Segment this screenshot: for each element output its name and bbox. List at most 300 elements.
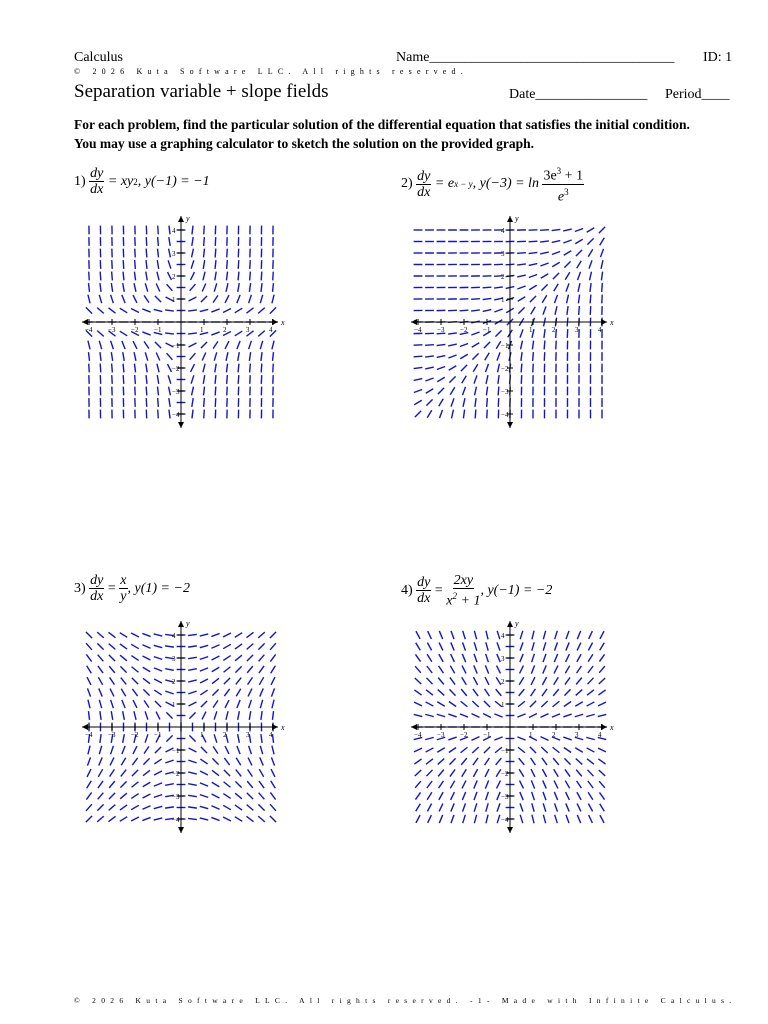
slope-segment [236,770,242,777]
y-tick-label: 2 [501,678,505,686]
slope-segment [188,760,196,763]
name-field[interactable]: Name___________________________________ [396,50,675,65]
slope-segment [227,375,228,384]
slope-segment [131,794,138,799]
slope-segment [439,631,442,639]
slope-segment [213,341,218,348]
slope-segment [246,632,253,637]
slope-segment [156,712,160,720]
slope-segment [519,758,525,765]
slope-segment [203,260,204,269]
slope-segment [188,691,196,694]
slope-segment [132,689,137,696]
slope-segment [200,806,208,808]
lhs-fraction: $\frac{dy}{dx}$ [417,575,431,607]
slope-segment [235,308,242,313]
slope-segment [188,795,197,796]
slope-segment [89,283,90,292]
slope-segment [497,642,500,650]
slope-segment [156,283,160,291]
y-tick-label: 2 [172,273,176,281]
slope-segment [120,793,127,799]
slope-segment [437,377,445,382]
slope-segment [154,771,162,775]
slope-segment [271,677,275,685]
slope-segment [99,341,101,349]
slope-segment [224,689,229,696]
x-tick-label: −1 [483,731,491,739]
slope-segment [169,226,170,235]
slope-segment [192,226,193,235]
slope-segment [112,272,113,281]
slope-segment [532,654,535,662]
slope-segment [87,666,92,673]
slope-segment [555,306,557,315]
slope-segment [235,805,242,810]
slope-segment [200,795,208,798]
x-tick-label: −1 [154,731,162,739]
slope-segment [227,260,228,269]
slope-segment [530,701,536,707]
slope-segment [110,677,115,684]
slope-segment [587,770,593,776]
slope-segment [270,804,276,811]
slope-segment [518,747,525,753]
slope-segment [460,343,468,346]
y-tick-label: −1 [172,747,180,755]
slope-segment [212,782,220,787]
y-axis-label: y [186,214,190,223]
slope-segment [438,388,444,394]
slope-segment [247,793,253,799]
slope-segment [188,310,197,311]
slope-segment [188,680,197,682]
slope-field-graph-3[interactable] [80,617,290,837]
slope-segment [438,678,444,685]
slope-segment [135,375,136,384]
slope-segment [543,654,546,662]
y-tick-label: −2 [501,770,509,778]
slope-segment [414,379,423,381]
page-footer: © 2026 Kuta Software LLC. All rights reserved. -1- Made with Infinite Calculus. [74,996,737,1005]
slope-segment [212,667,220,672]
slope-segment [110,769,115,776]
slope-segment [188,818,197,819]
y-tick-label: −3 [172,388,180,396]
slope-segment [566,803,569,811]
slope-segment [260,700,262,708]
slope-segment [588,781,593,788]
slope-segment [552,262,560,267]
slope-segment [542,769,546,777]
slope-segment [158,226,159,235]
slope-segment [598,702,606,706]
slope-segment [204,398,205,407]
slope-segment [474,803,477,811]
slope-segment [540,241,549,242]
slope-segment [111,352,112,361]
slope-segment [563,714,571,717]
slope-segment [566,283,569,291]
x-tick-label: 3 [575,326,579,334]
slope-segment [237,341,240,349]
slope-segment [414,748,422,752]
slope-segment [565,677,570,684]
slope-segment [214,283,217,291]
slope-segment [567,295,569,304]
slope-segment [202,283,206,291]
slope-segment [425,714,434,716]
slope-segment [540,263,548,266]
slope-segment [158,249,159,258]
slope-segment [426,770,432,776]
slope-segment [541,714,549,718]
slope-segment [472,747,478,753]
slope-segment [200,309,209,311]
slope-segment [449,366,457,371]
slope-segment [201,701,207,707]
slope-segment [566,654,570,662]
slope-segment [517,253,526,254]
slope-segment [168,272,172,280]
slope-segment [532,642,534,650]
slope-segment [521,364,522,373]
slope-segment [158,387,159,396]
slope-segment [462,387,465,395]
slope-segment [121,689,126,697]
slope-segment [426,389,434,394]
slope-segment [258,331,265,337]
slope-segment [531,758,536,765]
slope-segment [224,782,231,788]
slope-segment [448,344,457,346]
slope-segment [86,792,91,799]
slope-segment [471,332,479,335]
slope-segment [99,700,101,708]
slope-segment [531,769,535,777]
slope-segment [541,274,549,279]
slope-segment [451,642,454,650]
slope-segment [599,227,605,233]
slope-segment [109,805,116,811]
slope-segment [599,792,604,799]
slope-segment [146,375,147,384]
slope-segment [88,746,90,755]
slope-segment [565,666,569,674]
slope-segment [484,747,490,753]
slope-segment [111,700,114,708]
y-tick-label: 2 [501,273,505,281]
slope-segment [426,759,433,764]
slope-segment [425,737,434,739]
slope-segment [143,656,151,660]
slope-segment [577,666,582,673]
slope-segment [145,352,148,360]
slope-segment [223,309,231,313]
slope-segment [134,272,135,281]
slope-segment [566,642,569,650]
lhs-fraction: $\frac{dy}{dx}$ [90,573,104,604]
slope-segment [211,817,219,820]
slope-segment [599,781,605,788]
date-field[interactable]: Date________________ [509,87,648,102]
slope-segment [272,700,274,709]
x-tick-label: −3 [108,731,116,739]
slope-segment [88,295,90,304]
slope-segment [201,342,207,348]
rhs-expression: = e [434,176,455,192]
slope-segment [543,642,546,650]
slope-segment [486,654,489,662]
slope-segment [247,655,253,661]
slope-segment [529,714,537,718]
slope-segment [414,759,421,764]
slope-segment [131,309,139,313]
slope-segment [98,793,104,800]
y-tick-label: 3 [501,655,505,663]
slope-segment [134,364,135,373]
problem-2: 2) $\frac{dy}{dx}$ = e x − y , y(−3) = ln $\frac{3e^3 + 1}{e^3}$ [401,166,584,205]
slope-segment [448,714,456,717]
slope-segment [189,343,197,347]
slope-segment [520,781,524,789]
slope-segment [131,805,139,809]
slope-segment [554,666,558,674]
slope-segment [437,702,445,707]
slope-segment [475,387,477,396]
slope-segment [235,644,242,649]
slope-segment [99,746,101,754]
slope-segment [248,677,253,684]
slope-segment [475,410,476,419]
y-tick-label: 1 [172,701,176,709]
id-label: ID: 1 [703,50,733,65]
slope-segment [238,272,239,281]
slope-segment [258,804,264,810]
period-field[interactable]: Period____ [665,87,730,102]
slope-segment [463,398,465,407]
slope-segment [226,272,227,281]
slope-segment [144,295,149,302]
slope-segment [123,352,125,361]
slope-segment [552,229,561,230]
slope-segment [111,711,112,720]
copyright-line: © 2026 Kuta Software LLC. All rights reserved. [74,67,468,76]
slope-segment [487,398,488,407]
slope-segment [462,781,466,789]
problem-number: 4) [401,582,413,598]
slope-segment [520,654,523,662]
slope-segment [134,352,136,361]
slope-segment [109,644,116,650]
slope-segment [142,309,150,312]
slope-segment [238,283,240,292]
slope-segment [554,781,558,789]
slope-segment [599,770,605,776]
slope-segment [247,805,254,811]
slope-segment [259,677,263,685]
slope-segment [416,815,420,823]
slope-segment [145,734,148,742]
slope-segment [565,769,570,776]
slope-segment [575,714,583,717]
slope-segment [134,711,136,720]
slope-segment [200,645,208,647]
slope-segment [575,702,583,707]
slope-segment [188,807,197,808]
slope-segment [486,375,488,384]
slope-segment [463,410,464,419]
slope-segment [494,287,503,288]
slope-segment [249,711,250,720]
slope-segment [543,631,545,640]
slope-segment [601,272,602,281]
slope-segment [223,644,231,648]
slope-segment [226,283,228,292]
slope-segment [200,759,207,764]
y-tick-label: −1 [172,342,180,350]
slope-segment [414,367,423,368]
slope-segment [200,771,208,775]
slope-segment [237,746,240,754]
slope-segment [200,657,208,660]
slope-segment [437,748,445,753]
slope-segment [191,364,195,372]
slope-segment [598,759,605,764]
slope-segment [123,272,124,281]
slope-segment [563,229,572,231]
slope-segment [554,769,559,776]
slope-segment [225,746,229,754]
slope-segment [168,375,171,383]
slope-segment [259,769,263,777]
slope-segment [552,241,561,243]
slope-segment [439,792,443,800]
slope-segment [202,352,206,360]
slope-segment [416,804,421,812]
slope-segment [270,816,276,822]
slope-segment [462,654,465,662]
slope-segment [201,747,207,753]
slope-segment [486,631,488,640]
slope-segment [212,758,218,764]
slope-segment [520,815,523,823]
slope-segment [461,758,467,765]
x-tick-label: 2 [223,731,227,739]
slope-segment [471,299,480,300]
slope-segment [122,700,125,708]
slope-segment [97,632,104,638]
x-tick-label: 1 [200,326,204,334]
y-tick-label: −4 [501,411,509,419]
slope-segment [577,631,580,639]
slope-segment [414,356,423,357]
slope-segment [576,759,583,765]
slope-segment [449,758,455,764]
slope-segment [132,678,138,684]
slope-segment [143,758,149,764]
slope-segment [599,666,605,673]
slope-segment [517,286,525,289]
slope-segment [259,666,264,673]
slope-segment [579,306,580,315]
slope-segment [439,410,442,418]
slope-segment [258,816,265,822]
slope-segment [123,734,125,743]
slope-segment [587,678,593,684]
slope-segment [190,353,196,360]
slope-segment [154,795,162,798]
slope-segment [258,643,264,649]
y-tick-label: −2 [172,770,180,778]
x-tick-label: −1 [483,326,491,334]
slope-segment [474,654,477,662]
slope-segment [543,780,547,788]
slope-segment [462,677,467,684]
slope-segment [100,364,101,373]
slope-segment [238,260,239,269]
slope-segment [260,688,263,696]
slope-segment [450,387,455,395]
slope-segment [519,689,525,696]
x-tick-label: 4 [598,326,602,334]
slope-segment [261,734,262,743]
slope-segment [270,643,276,650]
y-axis-label: y [186,619,190,628]
slope-segment [553,758,559,765]
slope-segment [200,668,208,671]
slope-segment [450,781,454,789]
slope-segment [215,364,216,373]
slope-segment [200,679,208,683]
slope-segment [437,714,445,717]
slope-segment [87,677,91,685]
slope-segment [155,296,161,302]
slope-segment [225,700,229,708]
slope-segment [271,688,274,696]
slope-segment [425,345,434,346]
slope-segment [475,398,476,407]
slope-segment [237,700,240,708]
slope-segment [204,387,205,396]
slope-segment [529,252,538,253]
y-tick-label: −4 [172,411,180,419]
slope-segment [494,737,502,740]
slope-segment [145,711,148,719]
slope-segment [461,701,468,707]
x-tick-label: 2 [552,326,556,334]
slope-segment [540,252,549,254]
slope-field-graph-4[interactable] [409,617,619,837]
slope-segment [577,261,582,269]
slope-segment [555,642,558,650]
slope-field-graph-1[interactable] [80,212,290,432]
y-tick-label: −1 [501,342,509,350]
slope-segment [215,260,216,269]
slope-segment [588,804,592,812]
slope-segment [564,702,571,707]
slope-segment [131,656,138,661]
slope-segment [260,341,262,349]
slope-segment [575,239,583,244]
slope-segment [258,632,265,638]
slope-segment [497,631,500,639]
slope-segment [600,238,605,246]
slope-segment [427,666,432,673]
slope-segment [588,654,593,661]
x-tick-label: 3 [246,326,250,334]
slope-field-graph-2[interactable] [409,212,619,432]
